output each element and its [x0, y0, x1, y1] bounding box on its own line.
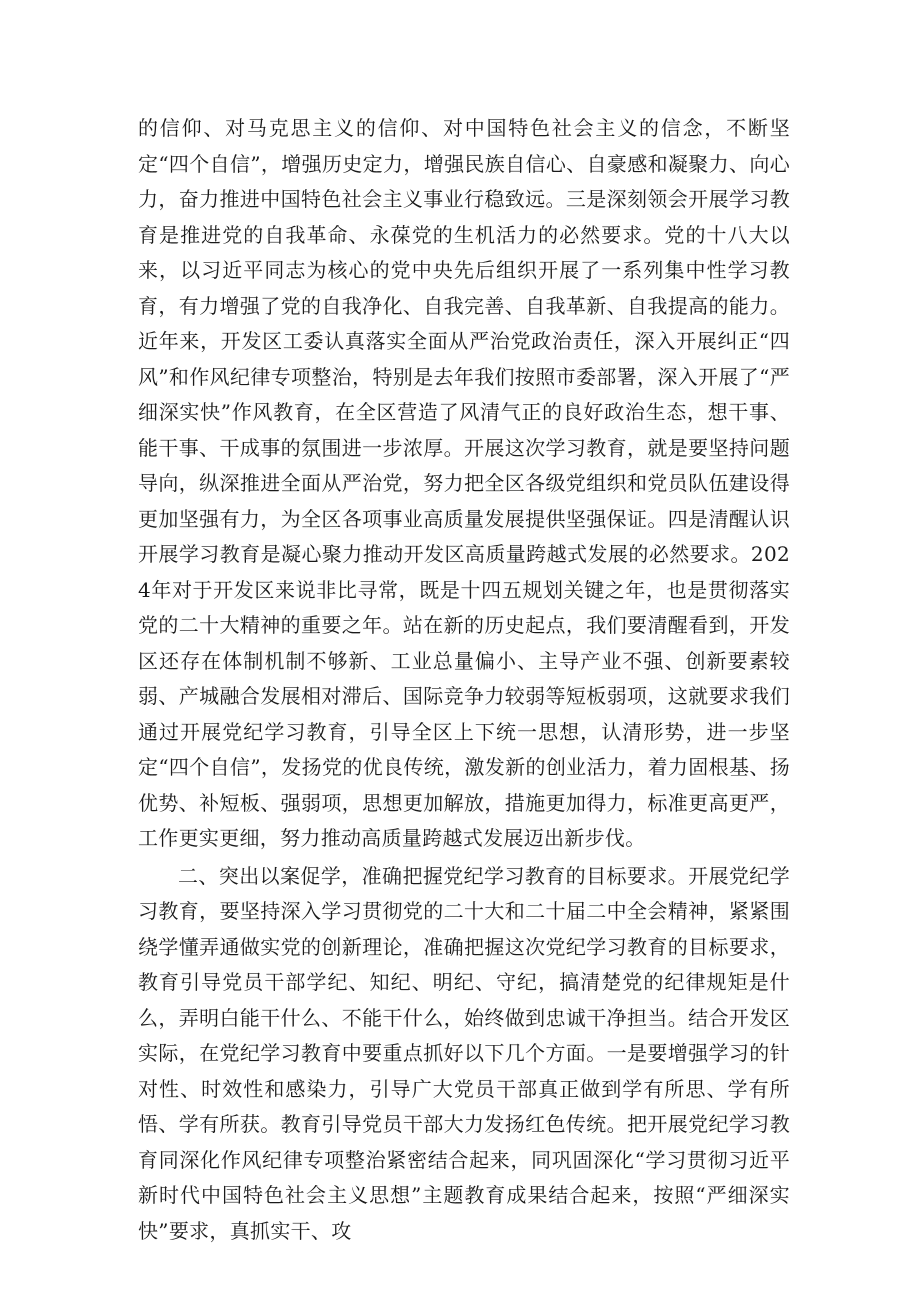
document-body: [138, 111, 790, 1249]
paragraph-continuation: 的信仰、对马克思主义的信仰、对中国特色社会主义的信念，不断坚定“四个自信”，增强历史定力，增强民族自信心、自豪感和凝聚力、向心力，奋力推进中国特色社会主义事业行稳致远。三是深刻领会开展学习教育是推进党的自我革命、永葆党的生机活力的必然要求。党的十八大以来，以习近平同志为核心的党中央先后组织开展了一系列集中性学习教育，有力增强了党的自我净化、自我完善、自我革新、自我提高的能力。近年来，开发区工委认真落实全面从严治党政治责任，深入开展纠正“四风”和作风纪律专项整治，特别是去年我们按照市委部署，深入开展了“严细深实快”作风教育，在全区营造了风清气正的良好政治生态，想干事、能干事、干成事的氛围进一步浓厚。开展这次学习教育，就是要坚持问题导向，纵深推进全面从严治党，努力把全区各级党组织和党员队伍建设得更加坚强有力，为全区各项事业高质量发展提供坚强保证。四是清醒认识开展学习教育是凝心聚力推动开发区高质量跨越式发展的必然要求。2024年对于开发区来说非比寻常，既是十四五规划关键之年，也是贯彻落实党的二十大精神的重要之年。站在新的历史起点，我们要清醒看到，开发区还存在体制机制不够新、工业总量偏小、主导产业不强、创新要素较弱、产城融合发展相对滞后、国际竞争力较弱等短板弱项，这就要求我们通过开展党纪学习教育，引导全区上下统一思想，认清形势，进一步坚定“四个自信”，发扬党的优良传统，激发新的创业活力，着力固根基、扬优势、补短板、强弱项，思想更加解放，措施更加得力，标准更高更严，工作更实更细，努力推动高质量跨越式发展迈出新步伐。: [138, 116, 790, 850]
paragraph-section-two: 二、突出以案促学，准确把握党纪学习教育的目标要求。开展党纪学习教育，要坚持深入学习贯彻党的二十大和二十届二中全会精神，紧紧围绕学懂弄通做实党的创新理论，准确把握这次党纪学习教育的目标要求，教育引导党员干部学纪、知纪、明纪、守纪，搞清楚党的纪律规矩是什么，弄明白能干什么、不能干什么，始终做到忠诚干净担当。结合开发区实际，在党纪学习教育中要重点抓好以下几个方面。一是要增强学习的针对性、时效性和感染力，引导广大党员干部真正做到学有所思、学有所悟、学有所获。教育引导党员干部大力发扬红色传统。把开展党纪学习教育同深化作风纪律专项整治紧密结合起来，同巩固深化“学习贯彻习近平新时代中国特色社会主义思想”主题教育成果结合起来，按照“严细深实快”要求，真抓实干、攻: [138, 863, 790, 1243]
